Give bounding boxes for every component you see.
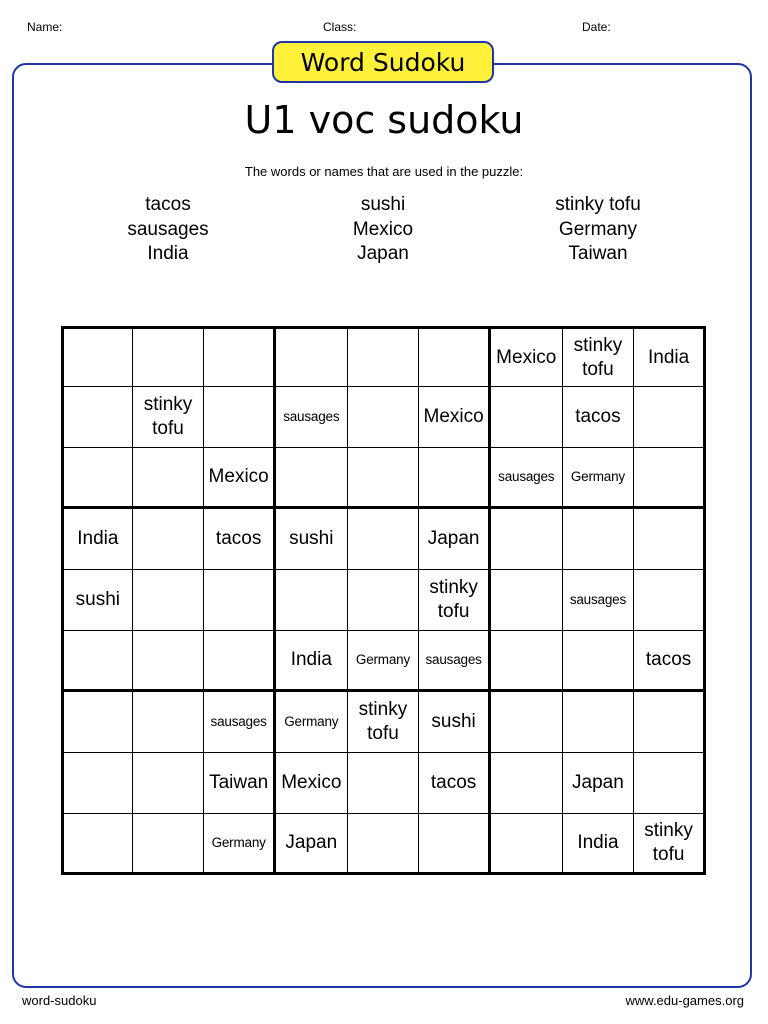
date-label: Date:	[582, 20, 611, 34]
sudoku-cell[interactable]	[491, 570, 563, 631]
sudoku-cell[interactable]: sausages	[563, 570, 635, 631]
sudoku-cell[interactable]	[348, 448, 420, 509]
word-list-item: Japan	[357, 243, 409, 264]
sudoku-cell[interactable]: sausages	[491, 448, 563, 509]
sudoku-cell[interactable]	[276, 570, 348, 631]
sudoku-cell[interactable]	[348, 326, 420, 387]
sudoku-cell[interactable]	[61, 631, 133, 692]
sudoku-cell[interactable]	[491, 814, 563, 875]
sudoku-cell[interactable]	[276, 326, 348, 387]
word-sudoku-banner: Word Sudoku	[272, 41, 494, 83]
sudoku-cell[interactable]	[563, 509, 635, 570]
sudoku-cell[interactable]	[204, 326, 276, 387]
sudoku-grid	[61, 326, 706, 875]
sudoku-cell[interactable]	[133, 448, 205, 509]
sudoku-cell[interactable]: stinky tofu	[133, 387, 205, 448]
sudoku-cell[interactable]	[419, 448, 491, 509]
sudoku-cell[interactable]	[133, 326, 205, 387]
sudoku-cell[interactable]: Japan	[419, 509, 491, 570]
sudoku-cell[interactable]: Mexico	[491, 326, 563, 387]
sudoku-cell[interactable]	[634, 509, 706, 570]
sudoku-cell[interactable]: Germany	[563, 448, 635, 509]
sudoku-cell[interactable]	[61, 448, 133, 509]
sudoku-cell[interactable]	[133, 631, 205, 692]
sudoku-cell[interactable]: Germany	[204, 814, 276, 875]
sudoku-cell[interactable]	[348, 814, 420, 875]
sudoku-cell[interactable]	[348, 387, 420, 448]
name-label: Name:	[27, 20, 63, 34]
sudoku-cell[interactable]	[133, 509, 205, 570]
sudoku-cell[interactable]	[634, 570, 706, 631]
sudoku-cell[interactable]	[634, 387, 706, 448]
word-list-column	[68, 193, 268, 267]
sudoku-cell[interactable]	[61, 387, 133, 448]
sudoku-cell[interactable]: sushi	[419, 692, 491, 753]
word-list-item: tacos	[145, 194, 191, 215]
class-label: Class:	[323, 20, 357, 34]
sudoku-cell[interactable]: sushi	[276, 509, 348, 570]
sudoku-cell[interactable]: Japan	[563, 753, 635, 814]
footer-right-text: www.edu-games.org	[625, 993, 744, 1008]
sudoku-cell[interactable]	[204, 631, 276, 692]
word-list-item: Germany	[558, 218, 638, 240]
sudoku-cell[interactable]	[61, 692, 133, 753]
sudoku-cell[interactable]	[491, 387, 563, 448]
sudoku-cell[interactable]: stinky tofu	[419, 570, 491, 631]
word-list-item: stinky tofu	[555, 194, 641, 215]
sudoku-cell[interactable]	[133, 814, 205, 875]
sudoku-cell[interactable]	[491, 753, 563, 814]
sudoku-cell[interactable]: Mexico	[419, 387, 491, 448]
sudoku-cell[interactable]: tacos	[204, 509, 276, 570]
sudoku-cell[interactable]	[61, 753, 133, 814]
sudoku-cell[interactable]	[491, 509, 563, 570]
sudoku-cell[interactable]: stinky tofu	[563, 326, 635, 387]
sudoku-cell[interactable]	[133, 692, 205, 753]
sudoku-cell[interactable]: stinky tofu	[348, 692, 420, 753]
sudoku-cell[interactable]	[133, 570, 205, 631]
word-list-item: Mexico	[352, 218, 414, 240]
sudoku-cell[interactable]: Mexico	[204, 448, 276, 509]
sudoku-cell[interactable]	[61, 326, 133, 387]
sudoku-cell[interactable]	[634, 692, 706, 753]
sudoku-cell[interactable]: India	[276, 631, 348, 692]
sudoku-cell[interactable]	[61, 814, 133, 875]
sudoku-cell[interactable]	[419, 814, 491, 875]
sudoku-cell[interactable]: tacos	[419, 753, 491, 814]
puzzle-title: U1 voc sudoku	[244, 98, 524, 142]
sudoku-cell[interactable]: Mexico	[276, 753, 348, 814]
word-list-item: Taiwan	[568, 243, 628, 264]
sudoku-cell[interactable]	[563, 692, 635, 753]
sudoku-cell[interactable]: sushi	[61, 570, 133, 631]
sudoku-cell[interactable]	[348, 509, 420, 570]
sudoku-cell[interactable]	[491, 692, 563, 753]
sudoku-cell[interactable]: sausages	[276, 387, 348, 448]
sudoku-cell[interactable]	[634, 753, 706, 814]
sudoku-cell[interactable]	[204, 570, 276, 631]
sudoku-cell[interactable]: sausages	[204, 692, 276, 753]
sudoku-cell[interactable]: Germany	[348, 631, 420, 692]
word-list-column	[498, 193, 698, 267]
sudoku-cell[interactable]	[204, 387, 276, 448]
sudoku-cell[interactable]	[563, 631, 635, 692]
word-list-item: sushi	[360, 194, 406, 215]
sudoku-cell[interactable]	[348, 753, 420, 814]
sudoku-cell[interactable]: India	[634, 326, 706, 387]
sudoku-cell[interactable]: Germany	[276, 692, 348, 753]
word-list-column	[283, 193, 483, 267]
sudoku-cell[interactable]: stinky tofu	[634, 814, 706, 875]
sudoku-cell[interactable]: Japan	[276, 814, 348, 875]
sudoku-cell[interactable]: tacos	[563, 387, 635, 448]
sudoku-cell[interactable]	[276, 448, 348, 509]
word-list-item: India	[147, 243, 189, 264]
sudoku-cell[interactable]	[133, 753, 205, 814]
sudoku-cell[interactable]	[491, 631, 563, 692]
sudoku-cell[interactable]: India	[61, 509, 133, 570]
sudoku-cell[interactable]	[419, 326, 491, 387]
word-list-caption: The words or names that are used in the puzzle:	[244, 164, 524, 179]
sudoku-cell[interactable]	[634, 448, 706, 509]
sudoku-cell[interactable]: India	[563, 814, 635, 875]
footer-left-text: word-sudoku	[22, 993, 97, 1008]
sudoku-cell[interactable]: tacos	[634, 631, 706, 692]
sudoku-cell[interactable]: sausages	[419, 631, 491, 692]
word-list-item: sausages	[127, 218, 209, 240]
sudoku-cell[interactable]: Taiwan	[204, 753, 276, 814]
sudoku-cell[interactable]	[348, 570, 420, 631]
